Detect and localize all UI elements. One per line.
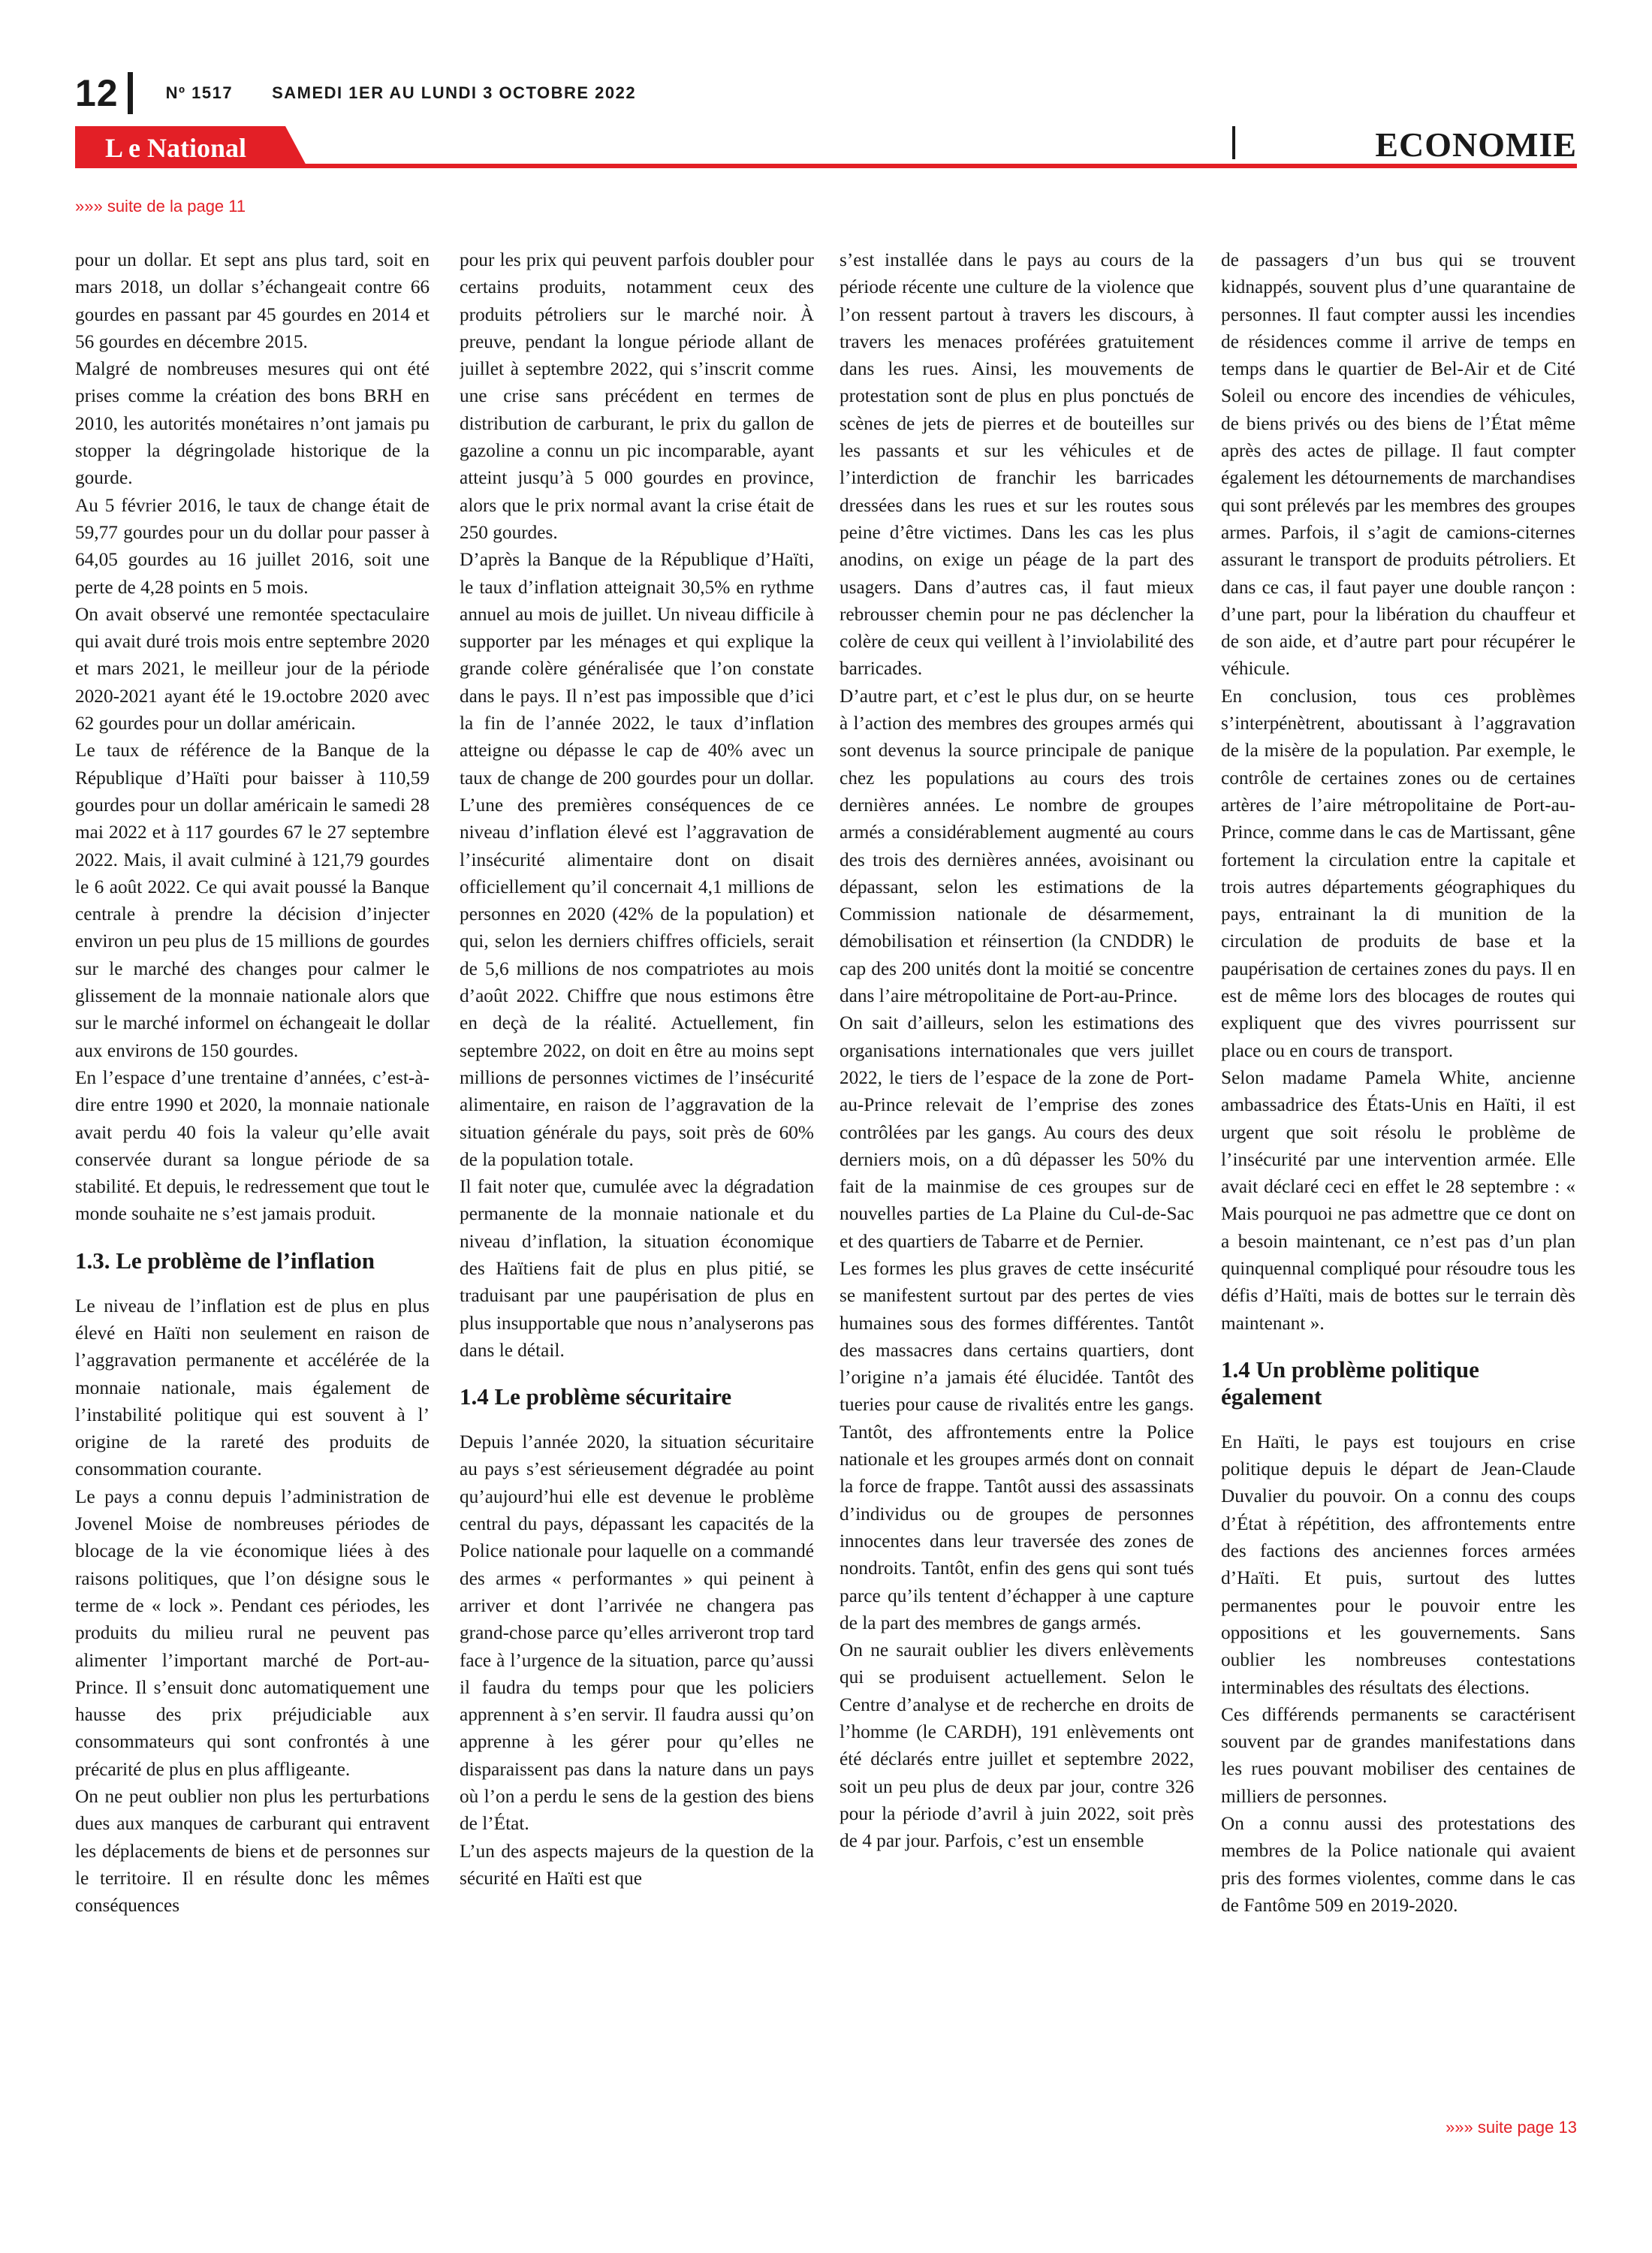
paragraph: Selon madame Pamela White, ancienne ambassadrice des États-Unis en Haïti, il est urgent que soit résolu le problème de l’insécurité par une intervention armée. Elle avait déclaré ceci en effet le 28 septembre : « Mais pourquoi ne pas admettre que ce dont on a besoin maintenant, ce n’est pas d’un plan quinquennal compliqué pour résoudre tous les défis d’Haïti, mais de bottes sur le terrain dès maintenant ».	[1221, 1066, 1575, 1334]
page-number: 12	[75, 72, 119, 114]
page-number-divider	[128, 72, 133, 114]
article-column-2	[460, 246, 814, 2101]
paragraph: Le taux de référence de la Banque de la République d’Haïti pour baisser à 110,59 gourdes pour un dollar américain le samedi 28 mai 2022 et à 117 gourdes 67 le 27 septembre 2022. Mais, il avait culminé à 121,79 gourdes le 6 août 2022. Ce qui avait poussé la Banque centrale à prendre la décision d’injecter environ un peu plus de 15 millions de gourdes sur le marché des changes pour calmer le glissement de la monnaie nationale alors que sur le marché informel on échangeait le dollar aux environs de 150 gourdes.	[75, 740, 430, 1061]
paragraph: pour les prix qui peuvent parfois doubler pour certains produits, notamment ceux des produits pétroliers sur le marché noir. À preuve, pendant la longue période allant de juillet à septembre 2022, qui s’inscrit comme une crise sans précédent en termes de distribution de carburant, le prix du gallon de gazoline a connu un pic incomparable, ayant atteint jusqu’à 5 000 gourdes en province, alors que le prix normal avant la crise était de 250 gourdes.	[460, 249, 814, 543]
paragraph: On avait observé une remontée spectaculaire qui avait duré trois mois entre septembre 2020 et mars 2021, le meilleur jour de la période 2020-2021 ayant été le 19.octobre 2020 avec 62 gourdes pour un dollar américain.	[75, 603, 430, 734]
paragraph: Depuis l’année 2020, la situation sécuritaire au pays s’est sérieusement dégradée au point qu’aujourd’hui elle est devenue le problème central du pays, dépassant les capacités de la Police nationale pour laquelle on a commandé des armes « performantes » qui peinent à arriver et dont l’arrivée ne changera pas grand-chose parce qu’elles arriveront trop tard face à l’urgence de la situation, parce qu’aussi il faudra du temps pour que les policiers apprennent à s’en servir. Il faudra aussi qu’on apprenne à les gérer pour qu’elles ne disparaissent pas dans la nature dans un pays où l’on a perdu le sens de la gestion des biens de l’État.	[460, 1431, 814, 1835]
paragraph: En l’espace d’une trentaine d’années, c’est-à-dire entre 1990 et 2020, la monnaie nationale avait perdu 40 fois la valeur qu’elle avait conservée durant sa longue période de sa stabilité. Et depuis, le redressement que tout le monde souhaite ne s’est jamais produit.	[75, 1066, 430, 1225]
continued-to[interactable]: »»» suite page 13	[1446, 2118, 1577, 2137]
paragraph: Le niveau de l’inflation est de plus en plus élevé en Haïti non seulement en raison de l’aggravation permanente et accélérée de la monnaie nationale, mais également de l’instabilité politique qui est souvent à l’ origine de la rareté des produits de consommation courante.	[75, 1295, 430, 1480]
section-heading-security: 1.4 Le problème sécuritaire	[460, 1383, 732, 1410]
article-column-3	[840, 246, 1194, 2101]
paragraph: D’autre part, et c’est le plus dur, on se heurte à l’action des membres des groupes armés qui sont devenus la source principale de panique chez les populations au cours des trois dernières années. Le nombre de groupes armés a considérablement augmenté au cours des trois des dernières années, avoisinant ou dépassant, selon les estimations de la Commission nationale de désarmement, démobilisation et réinsertion (la CNDDR) le cap des 200 unités dont la moitié se concentre dans l’aire métropolitaine de Port-au-Prince.	[840, 685, 1194, 1007]
dateline: SAMEDI 1ER AU LUNDI 3 OCTOBRE 2022	[272, 83, 637, 102]
continued-from[interactable]: »»» suite de la page 11	[75, 197, 246, 216]
article-column-4	[1221, 246, 1575, 2101]
column-paragraphs	[1221, 246, 1575, 1337]
paragraph: Les formes les plus graves de cette insécurité se manifestent surtout par des pertes de vies humaines sous des formes différentes. Tantôt des massacres dans certains quartiers, dont l’origine n’a jamais été élucidée. Tantôt des tueries pour cause de rivalités entre les gangs. Tantôt, des affrontements entre la Police nationale et les groupes armés dont on connait la force de frappe. Tantôt aussi des assassinats d’individus ou de groupes de personnes innocentes dans leur traversée des zones de nondroits. Tantôt, enfin des gens qui sont tués parce qu’ils tentent d’échapper à une capture de la part des membres de gangs armés.	[840, 1257, 1194, 1633]
paragraph: Malgré de nombreuses mesures qui ont été prises comme la création des bons BRH en 2010, les autorités monétaires n’ont jamais pu stopper la dégringolade historique de la gourde.	[75, 358, 430, 489]
paragraph: En Haïti, le pays est toujours en crise politique depuis le départ de Jean-Claude Duvalier du pouvoir. On a connu des coups d’État à répétition, des affrontements entre des factions des anciennes forces armées d’Haïti. Et puis, surtout des luttes permanentes pour le pouvoir entre les oppositions et les gouvernements. Sans oublier les nombreuses contestations interminables des résultats des élections.	[1221, 1431, 1575, 1698]
section-header	[75, 126, 1577, 168]
column-paragraphs	[75, 246, 430, 1228]
section-heading-inflation: 1.3. Le problème de l’inflation	[75, 1247, 375, 1274]
paragraph: Il fait noter que, cumulée avec la dégradation permanente de la monnaie nationale et du niveau d’inflation, la situation économique des Haïtiens fait de plus en plus pitié, se traduisant par une paupérisation de plus en plus insupportable que nous n’analyserons pas dans le détail.	[460, 1176, 814, 1361]
masthead-top	[75, 69, 636, 117]
issue-number: Nº 1517	[165, 83, 234, 102]
paragraph: On sait d’ailleurs, selon les estimations des organisations internationales que vers juillet 2022, le tiers de l’espace de la zone de Port-au-Prince relevait de l’emprise des zones contrôlées par les gangs. Au cours des deux derniers mois, on a dû dépasser les 50% du fait de la mainmise de ces groupes sur de nouvelles parties de La Plaine du Cul-de-Sac et des quartiers de Tabarre et de Pernier.	[840, 1012, 1194, 1252]
paragraph: On ne peut oublier non plus les perturbations dues aux manques de carburant qui entravent les déplacements de biens et de personnes sur le territoire. Il en résulte donc les mêmes conséquences	[75, 1786, 430, 1917]
column-paragraphs-after	[1221, 1428, 1575, 1919]
paragraph: En conclusion, tous ces problèmes s’interpénètrent, aboutissant à l’aggravation de la misère de la population. Par exemple, le contrôle de certaines zones ou de certaines artères de l’aire métropolitaine de Port-au-Prince, comme dans le cas de Martissant, gêne fortement la circulation entre la capitale et trois autres départements géographiques du pays, entrainant la di munition de la circulation de produits de base et la paupérisation de certaines zones du pays. Il en est de même lors des blocages de routes qui expliquent que des vivres pourrissent sur place ou en cours de transport.	[1221, 685, 1575, 1061]
brand-logo-text: L e National	[105, 133, 247, 163]
paragraph: On ne saurait oublier les divers enlèvements qui se produisent actuellement. Selon le Centre d’analyse et de recherche en droits de l’homme (le CARDH), 191 enlèvements ont été déclarés entre juillet et septembre 2022, soit un peu plus de deux par jour, contre 326 pour la période d’avril à juin 2022, soit près de 4 par jour. Parfois, c’est un ensemble	[840, 1639, 1194, 1852]
section-divider	[1232, 126, 1235, 159]
paragraph: de passagers d’un bus qui se trouvent kidnappés, souvent plus d’une quarantaine de personnes. Il faut compter aussi les incendies de résidences comme il arrive de temps en temps dans le quartier de Bel-Air et de Cité Soleil ou encore des incendies de véhicules, de biens privés ou des biens de l’État même après des actes de pillage. Il faut compter également les détournements de marchandises qui sont prélevés par les membres des groupes armes. Parfois, il s’agit de camions-citernes assurant le transport de produits pétroliers. Et dans ce cas, il faut payer une double rançon : d’une part, pour la libération du chauffeur et de son aide, et d’autre part pour récupérer le véhicule.	[1221, 249, 1575, 680]
paragraph: s’est installée dans le pays au cours de la période récente une culture de la violence que l’on ressent partout à travers les discours, à travers les menaces proférées gratuitement dans les rues. Ainsi, les mouvements de protestation sont de plus en plus ponctués de scènes de jets de pierres et de bouteilles sur les passants et sur les véhicules et de l’interdiction de franchir les barricades dressées dans les rues et sur les routes sous peine d’être victimes. Dans les cas les plus anodins, on exige un péage de la part des usagers. Dans d’autres cas, il faut mieux rebrousser chemin pour ne pas déclencher la colère de ceux qui veillent à l’inviolabilité des barricades.	[840, 249, 1194, 680]
paragraph: Ces différends permanents se caractérisent souvent par de grandes manifestations dans les rues pouvant mobiliser des centaines de milliers de personnes.	[1221, 1703, 1575, 1807]
paragraph: Le pays a connu depuis l’administration de Jovenel Moise de nombreuses périodes de blocage de la vie économique liées à des raisons politiques, que l’on désigne sous le terme de « lock ». Pendant ces périodes, les produits du milieu rural ne peuvent pas alimenter l’important marché de Port-au-Prince. Il s’ensuit donc automatiquement une hausse des prix préjudiciable aux consommateurs qui sont confrontés à une précarité de plus en plus affligeante.	[75, 1485, 430, 1780]
paragraph: On a connu aussi des protestations des membres de la Police nationale qui avaient pris des formes violentes, comme dans le cas de Fantôme 509 en 2019-2020.	[1221, 1813, 1575, 1916]
paragraph: L’un des aspects majeurs de la question de la sécurité en Haïti est que	[460, 1840, 814, 1889]
article-column-1	[75, 246, 430, 2101]
section-heading-politics: 1.4 Un problème politique également	[1221, 1356, 1479, 1410]
paragraph: Au 5 février 2016, le taux de change était de 59,77 gourdes pour un du dollar pour passer à 64,05 gourdes au 16 juillet 2016, soit une perte de 4,28 points en 5 mois.	[75, 494, 430, 598]
paragraph: D’après la Banque de la République d’Haïti, le taux d’inflation atteignait 30,5% en rythme annuel au mois de juillet. Un niveau difficile à supporter par les ménages et qui explique la grande colère généralisée que l’on constate dans le pays. Il n’est pas impossible que d’ici la fin de l’année 2022, le taux d’inflation atteigne ou dépasse le cap de 40% avec un taux de change de 200 gourdes pour un dollar. L’une des premières conséquences de ce niveau d’inflation élevé est l’aggravation de l’insécurité alimentaire dont on disait officiellement qu’il concernait 4,1 millions de personnes en 2020 (42% de la population) et qui, selon les derniers chiffres officiels, serait de 5,6 millions de nos compatriotes au mois d’août 2022. Chiffre que nous estimons être en deçà de la réalité. Actuellement, fin septembre 2022, on doit en être au moins sept millions de personnes victimes de l’insécurité alimentaire, en raison de l’aggravation de la situation générale du pays, soit près de 60% de la population totale.	[460, 549, 814, 1170]
column-paragraphs-after	[75, 1292, 430, 1920]
paragraph: pour un dollar. Et sept ans plus tard, soit en mars 2018, un dollar s’échangeait contre 66 gourdes en passant par 45 gourdes en 2014 et 56 gourdes en décembre 2015.	[75, 249, 430, 352]
section-title: ECONOMIE	[1375, 125, 1577, 164]
column-paragraphs	[840, 246, 1194, 1855]
column-paragraphs-after	[460, 1428, 814, 1892]
column-paragraphs	[460, 246, 814, 1364]
